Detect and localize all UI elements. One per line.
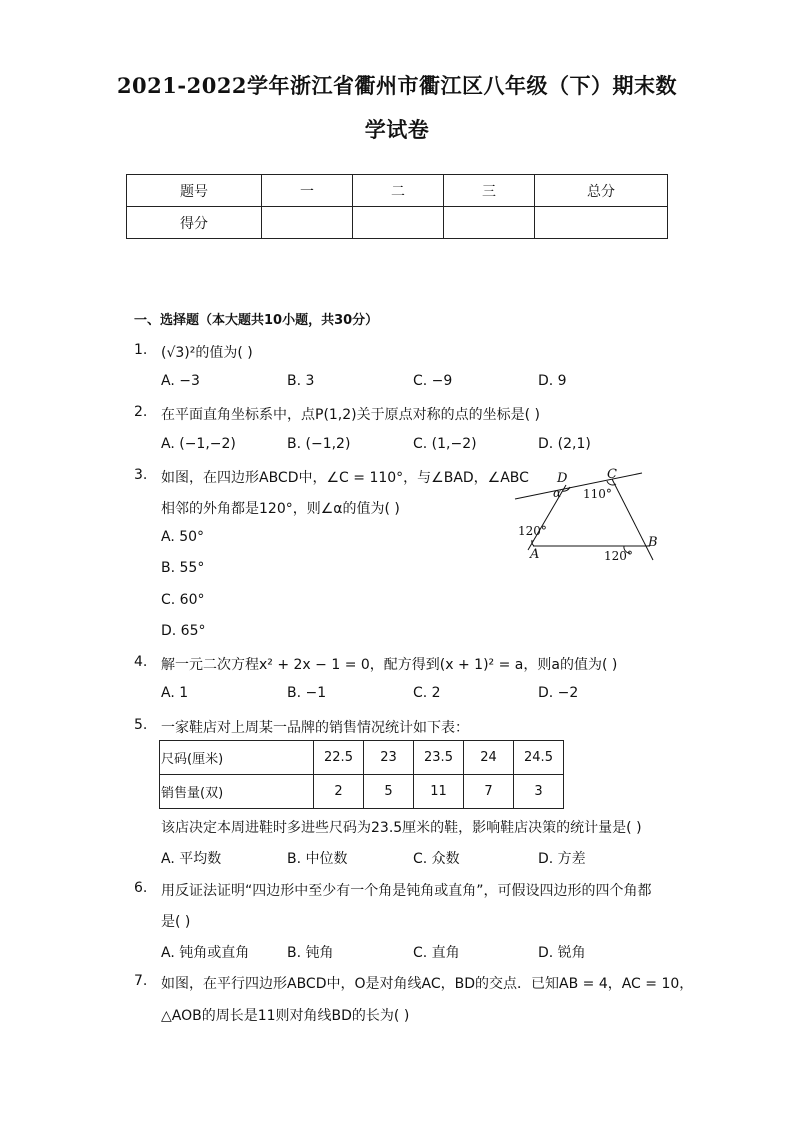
question-4-text: 解一元二次方程x² + 2x − 1 = 0，配方得到(x + 1)² = a，则a的值为( ) bbox=[161, 657, 618, 673]
option-d: D. 锐角 bbox=[538, 945, 586, 961]
question-number: 1. bbox=[134, 342, 148, 358]
exam-title-line1: 2021-2022学年浙江省衢州市衢江区八年级（下）期末数 bbox=[116, 73, 678, 98]
option-b: B. 3 bbox=[287, 373, 315, 389]
label-d: D bbox=[557, 471, 568, 486]
line-cb-extension bbox=[612, 479, 653, 560]
question-5-text-line2: 该店决定本周进鞋时多进些尺码为23.5厘米的鞋，影响鞋店决策的统计量是( ) bbox=[161, 820, 642, 836]
option-d: D. 9 bbox=[538, 373, 567, 389]
option-d: D. 65° bbox=[161, 623, 206, 639]
option-a: A. 平均数 bbox=[161, 851, 222, 867]
label-alpha: α bbox=[553, 486, 562, 500]
option-d: D. (2,1) bbox=[538, 436, 591, 452]
question-3-text-line2: 相邻的外角都是120°，则∠α的值为( ) bbox=[161, 501, 400, 517]
line-dc-extension bbox=[515, 473, 642, 499]
option-d: D. −2 bbox=[538, 685, 579, 701]
question-1-text: (√3)²的值为( ) bbox=[161, 345, 253, 361]
size-cell: 23 bbox=[364, 741, 414, 775]
option-a: A. (−1,−2) bbox=[161, 436, 236, 452]
option-b: B. 中位数 bbox=[287, 851, 348, 867]
option-c: C. 2 bbox=[413, 685, 441, 701]
size-header: 尺码(厘米) bbox=[160, 741, 314, 775]
score-blank bbox=[262, 207, 353, 239]
question-number: 3. bbox=[134, 467, 148, 483]
label-angle-c: 110° bbox=[583, 487, 612, 501]
score-cell-part3: 三 bbox=[444, 175, 535, 207]
score-cell-part1: 一 bbox=[262, 175, 353, 207]
label-angle-b: 120° bbox=[604, 549, 633, 563]
option-a: A. 钝角或直角 bbox=[161, 945, 250, 961]
question-number: 5. bbox=[134, 717, 148, 733]
option-c: C. −9 bbox=[413, 373, 453, 389]
score-blank bbox=[444, 207, 535, 239]
question-7-text-line1: 如图，在平行四边形ABCD中，O是对角线AC，BD的交点．已知AB = 4，AC = 10， bbox=[161, 976, 694, 992]
quadrilateral-figure bbox=[508, 462, 668, 572]
exam-title-line2: 学试卷 bbox=[364, 117, 430, 142]
size-cell: 23.5 bbox=[414, 741, 464, 775]
sales-cell: 3 bbox=[514, 775, 564, 809]
label-a: A bbox=[530, 547, 540, 562]
option-c: C. (1,−2) bbox=[413, 436, 477, 452]
option-a: A. 50° bbox=[161, 529, 205, 545]
label-b: B bbox=[648, 535, 658, 550]
sales-row bbox=[160, 775, 564, 809]
size-cell: 22.5 bbox=[314, 741, 364, 775]
question-7-text-line2: △AOB的周长是11则对角线BD的长为( ) bbox=[161, 1008, 410, 1024]
sales-cell: 5 bbox=[364, 775, 414, 809]
score-blank bbox=[535, 207, 668, 239]
question-number: 4. bbox=[134, 654, 148, 670]
score-cell-label: 题号 bbox=[127, 175, 262, 207]
option-b: B. (−1,2) bbox=[287, 436, 351, 452]
question-3-text-line1: 如图，在四边形ABCD中，∠C = 110°，与∠BAD，∠ABC bbox=[161, 470, 529, 486]
question-number: 6. bbox=[134, 880, 148, 896]
size-row bbox=[160, 741, 564, 775]
size-cell: 24.5 bbox=[514, 741, 564, 775]
sales-cell: 11 bbox=[414, 775, 464, 809]
option-b: B. 钝角 bbox=[287, 945, 334, 961]
sales-cell: 7 bbox=[464, 775, 514, 809]
option-a: A. 1 bbox=[161, 685, 189, 701]
question-5-text-line1: 一家鞋店对上周某一品牌的销售情况统计如下表： bbox=[161, 720, 469, 736]
option-a: A. −3 bbox=[161, 373, 200, 389]
score-table-score-row bbox=[127, 207, 668, 239]
label-c: C bbox=[607, 467, 617, 482]
question-6-text-line2: 是( ) bbox=[161, 914, 191, 930]
option-d: D. 方差 bbox=[538, 851, 586, 867]
sales-header: 销售量(双) bbox=[160, 775, 314, 809]
shoe-sales-table bbox=[159, 740, 564, 809]
label-angle-a: 120° bbox=[518, 524, 547, 538]
score-row-label: 得分 bbox=[127, 207, 262, 239]
section-heading: 一、选择题（本大题共10小题，共30分） bbox=[134, 313, 379, 328]
score-table bbox=[126, 174, 668, 239]
score-blank bbox=[353, 207, 444, 239]
option-b: B. −1 bbox=[287, 685, 327, 701]
score-cell-part2: 二 bbox=[353, 175, 444, 207]
question-2-text: 在平面直角坐标系中，点P(1,2)关于原点对称的点的坐标是( ) bbox=[161, 407, 541, 423]
option-c: C. 60° bbox=[161, 592, 205, 608]
score-cell-total: 总分 bbox=[535, 175, 668, 207]
question-6-text-line1: 用反证法证明“四边形中至少有一个角是钝角或直角”，可假设四边形的四个角都 bbox=[161, 883, 652, 899]
size-cell: 24 bbox=[464, 741, 514, 775]
option-c: C. 直角 bbox=[413, 945, 460, 961]
score-table-header-row bbox=[127, 175, 668, 207]
question-number: 2. bbox=[134, 404, 148, 420]
option-c: C. 众数 bbox=[413, 851, 460, 867]
sales-cell: 2 bbox=[314, 775, 364, 809]
question-number: 7. bbox=[134, 973, 148, 989]
option-b: B. 55° bbox=[161, 560, 205, 576]
